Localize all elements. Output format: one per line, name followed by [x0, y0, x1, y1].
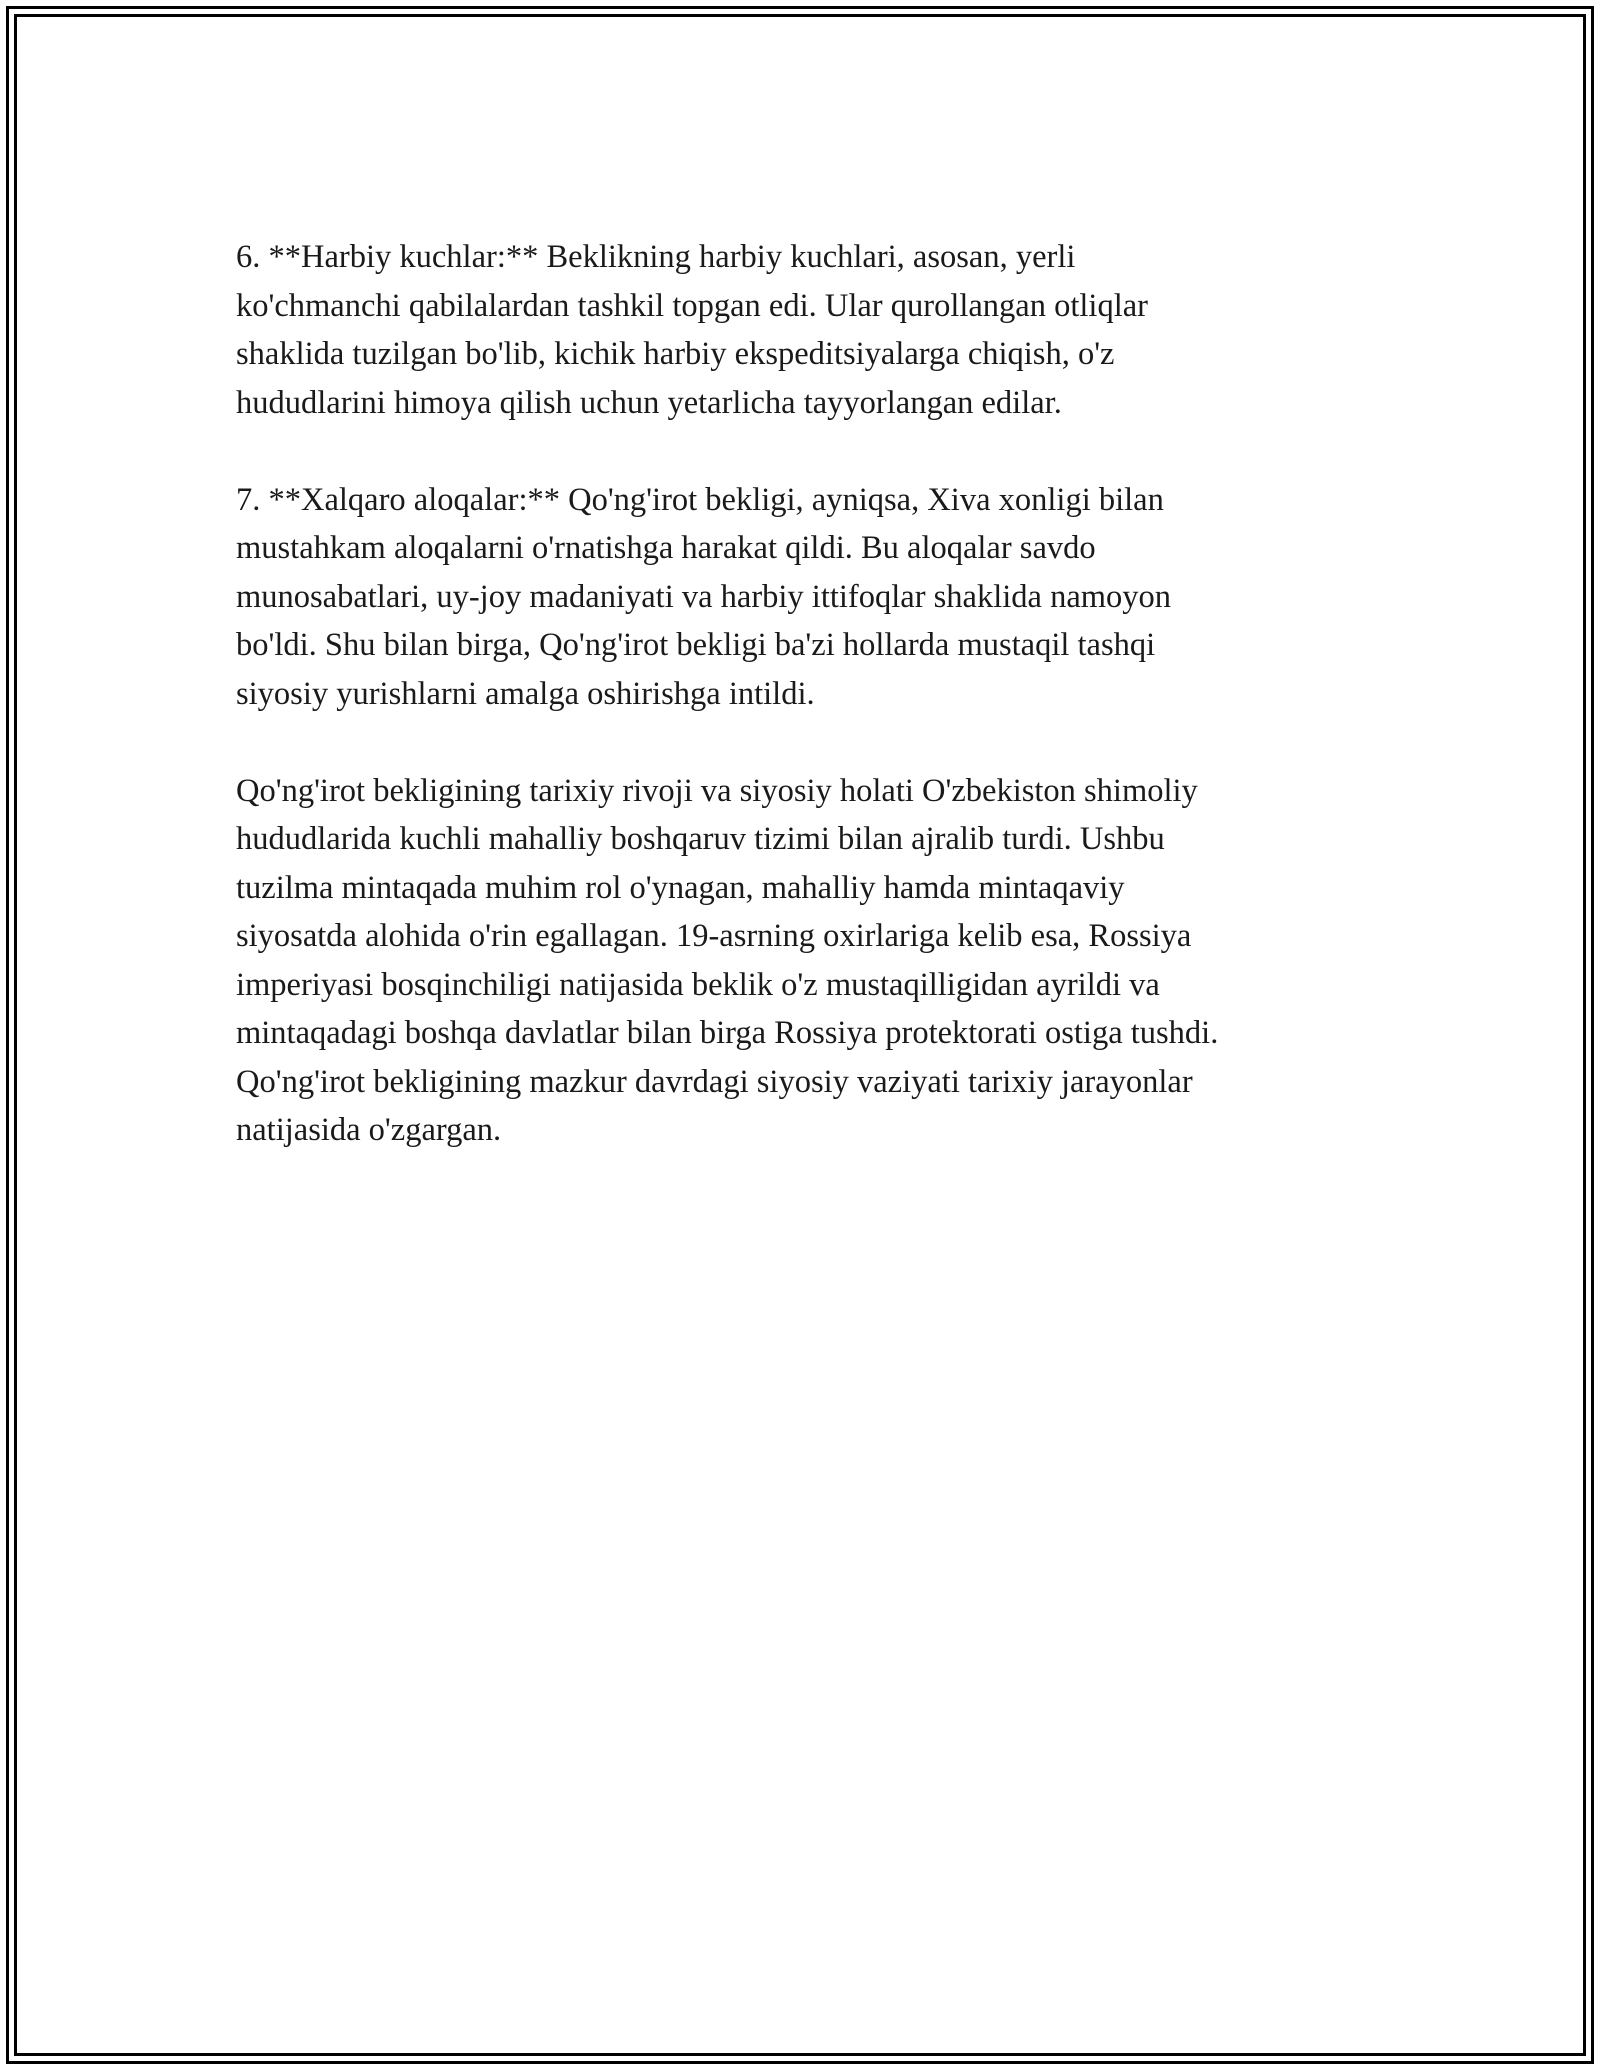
paragraph-military-forces: 6. **Harbiy kuchlar:** Beklikning harbiy kuchlari, asosan, yerli ko'chmanchi qabilalardan tashkil topgan edi. Ular qurollangan otliqlar shaklida tuzilgan bo'lib, kichik harbiy ekspeditsiyalarga chiqish, o'z hududlarini himoya qilish uchun yetarlicha tayyorlangan edilar. [236, 239, 1148, 421]
paragraph-international-relations: 7. **Xalqaro aloqalar:** Qo'ng'irot bekligi, ayniqsa, Xiva xonligi bilan mustahkam aloqalarni o'rnatishga harakat qildi. Bu aloqalar savdo munosabatlari, uy-joy madaniyati va harbiy ittifoqlar shaklida namoyon bo'ldi. Shu bilan birga, Qo'ng'irot bekligi ba'zi hollarda mustaqil tashqi siyosiy yurishlarni amalga oshirishga intildi. [236, 481, 1172, 712]
paragraph-historical-summary: Qo'ng'irot bekligining tarixiy rivoji va siyosiy holati O'zbekiston shimoliy hududlarida kuchli mahalliy boshqaruv tizimi bilan ajralib turdi. Ushbu tuzilma mintaqada muhim rol o'ynagan, mahalliy hamda mintaqaviy siyosatda alohida o'rin egallagan. 19-asrning oxirlariga kelib esa, Rossiya imperiyasi bosqinchiligi natijasida beklik o'z mustaqilligidan ayrildi va mintaqadagi boshqa davlatlar bilan birga Rossiya protektorati ostiga tushdi. Qo'ng'irot bekligining mazkur davrdagi siyosiy vaziyati tarixiy jarayonlar natijasida o'zgargan. [236, 772, 1219, 1148]
document-body [236, 233, 1376, 1203]
